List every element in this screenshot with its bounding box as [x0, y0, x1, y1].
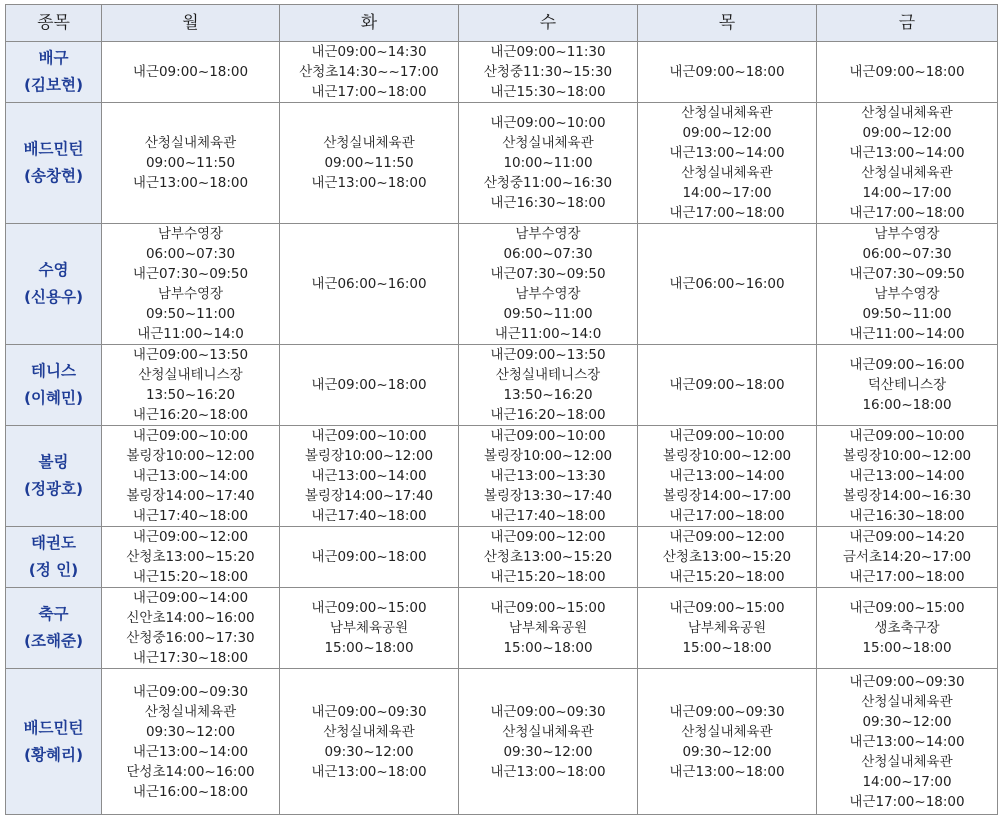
schedule-entry: 09:30~12:00 [682, 743, 772, 760]
schedule-entry: 내근16:30~18:00 [849, 508, 965, 524]
schedule-cell-tue [280, 224, 459, 345]
schedule-entry: 볼링장10:00~12:00 [304, 448, 434, 464]
sport-name: 수영 [38, 261, 69, 279]
schedule-entry: 내근17:00~18:00 [849, 793, 965, 810]
schedule-entry: 내근09:00~11:30 [490, 44, 606, 60]
coach-name: (신용우) [23, 288, 84, 306]
schedule-entry: 산청실내테니스장 [495, 367, 601, 383]
schedule-entry: 내근15:20~18:00 [132, 569, 249, 585]
schedule-entry: 내근09:00~12:00 [669, 529, 785, 545]
schedule-entry: 덕산테니스장 [867, 377, 947, 393]
schedule-cell-fri [817, 345, 998, 426]
schedule-entry: 내근09:00~14:30 [311, 44, 427, 60]
schedule-entry: 내근11:00~14:0 [494, 326, 602, 342]
schedule-entry: 16:00~18:00 [862, 397, 952, 413]
schedule-row [6, 103, 998, 224]
schedule-entry: 06:00~07:30 [503, 246, 593, 262]
schedule-cell-fri [817, 527, 998, 588]
schedule-entry: 내근09:00~12:00 [132, 529, 249, 545]
header-row [6, 5, 998, 42]
schedule-cell-tue [280, 527, 459, 588]
schedule-entry: 내근17:40~18:00 [311, 508, 427, 524]
schedule-entry: 내근09:00~18:00 [849, 64, 965, 80]
schedule-entry: 내근09:00~18:00 [311, 377, 427, 393]
schedule-cell-thu [638, 224, 817, 345]
schedule-entry: 09:50~11:00 [503, 306, 593, 322]
schedule-cell-fri [817, 103, 998, 224]
schedule-entry: 볼링장10:00~12:00 [662, 448, 792, 464]
coach-name: (조해준) [23, 632, 84, 650]
sport-cell [6, 224, 102, 345]
schedule-entry: 내근16:30~18:00 [490, 195, 606, 211]
schedule-entry: 14:00~17:00 [862, 185, 952, 201]
schedule-entry: 산청실내체육관 [681, 105, 773, 121]
schedule-entry: 내근16:00~18:00 [132, 783, 249, 800]
schedule-cell-fri [817, 426, 998, 527]
header-day-fri: 금 [817, 5, 998, 42]
schedule-entry: 09:00~12:00 [862, 125, 952, 141]
schedule-cell-mon [102, 224, 280, 345]
schedule-entry: 06:00~07:30 [145, 246, 236, 262]
schedule-entry: 09:30~12:00 [503, 743, 593, 760]
schedule-row [6, 669, 998, 815]
schedule-entry: 내근13:00~14:00 [849, 468, 965, 484]
sport-name: 테니스 [31, 362, 76, 380]
schedule-entry: 볼링장14:00~17:40 [126, 488, 255, 504]
schedule-cell-thu [638, 103, 817, 224]
header-sport: 종목 [6, 5, 102, 42]
schedule-row [6, 345, 998, 426]
sport-name: 배구 [38, 49, 69, 67]
sport-name: 배드민턴 [23, 718, 84, 737]
schedule-entry: 내근13:00~14:00 [132, 743, 249, 760]
schedule-entry: 볼링장10:00~12:00 [483, 448, 613, 464]
schedule-cell-wed [459, 224, 638, 345]
schedule-cell-thu [638, 669, 817, 815]
sport-name: 태권도 [31, 534, 76, 552]
schedule-entry: 내근06:00~16:00 [669, 276, 785, 292]
schedule-entry: 내근17:00~18:00 [849, 205, 965, 221]
schedule-entry: 생초축구장 [874, 620, 940, 636]
schedule-entry: 09:30~12:00 [324, 743, 414, 760]
schedule-entry: 내근13:00~18:00 [311, 175, 427, 191]
schedule-entry: 내근13:00~14:00 [132, 468, 249, 484]
schedule-entry: 볼링장14:00~17:00 [662, 488, 792, 504]
schedule-cell-mon [102, 42, 280, 103]
sport-name: 볼링 [38, 453, 69, 471]
header-day-wed: 수 [459, 5, 638, 42]
schedule-entry: 15:00~18:00 [503, 640, 593, 656]
sport-cell [6, 42, 102, 103]
schedule-entry: 산청실내체육관 [144, 135, 237, 151]
schedule-entry: 내근09:00~18:00 [669, 377, 785, 393]
schedule-cell-tue [280, 103, 459, 224]
schedule-entry: 단성초14:00~16:00 [126, 763, 255, 780]
sport-cell [6, 103, 102, 224]
schedule-cell-wed [459, 588, 638, 669]
schedule-entry: 15:00~18:00 [862, 640, 952, 656]
schedule-entry: 내근07:30~09:50 [490, 266, 606, 282]
schedule-entry: 내근09:00~10:00 [132, 428, 249, 444]
schedule-entry: 09:50~11:00 [145, 306, 236, 322]
schedule-entry: 산청중11:00~16:30 [483, 175, 613, 191]
schedule-entry: 금서초14:20~17:00 [842, 549, 972, 565]
schedule-cell-wed [459, 669, 638, 815]
schedule-cell-tue [280, 426, 459, 527]
header-day-thu: 목 [638, 5, 817, 42]
schedule-entry: 내근09:00~10:00 [669, 428, 785, 444]
schedule-entry: 내근09:00~15:00 [849, 600, 965, 616]
schedule-entry: 남부체육공원 [687, 620, 767, 636]
sport-cell [6, 527, 102, 588]
coach-name: (황혜리) [23, 745, 84, 764]
schedule-cell-thu [638, 42, 817, 103]
schedule-entry: 내근15:20~18:00 [669, 569, 785, 585]
schedule-entry: 신안초14:00~16:00 [126, 610, 255, 626]
schedule-entry: 남부수영장 [874, 226, 940, 242]
schedule-cell-mon [102, 103, 280, 224]
schedule-cell-fri [817, 588, 998, 669]
schedule-entry: 내근17:00~18:00 [669, 508, 785, 524]
schedule-cell-thu [638, 588, 817, 669]
schedule-entry: 산청초14:30~~17:00 [299, 64, 439, 80]
schedule-entry: 내근09:00~18:00 [669, 64, 785, 80]
schedule-entry: 13:50~16:20 [503, 387, 593, 403]
schedule-entry: 내근11:00~14:00 [849, 326, 965, 342]
schedule-cell-wed [459, 426, 638, 527]
schedule-entry: 내근09:00~13:50 [132, 347, 249, 363]
schedule-entry: 산청실내체육관 [861, 105, 953, 121]
schedule-entry: 산청실내체육관 [323, 135, 415, 151]
schedule-entry: 09:30~12:00 [145, 723, 236, 740]
schedule-entry: 산청초13:00~15:20 [126, 549, 255, 565]
schedule-entry: 내근09:00~10:00 [849, 428, 965, 444]
schedule-entry: 남부수영장 [515, 226, 581, 242]
schedule-entry: 볼링장10:00~12:00 [126, 448, 255, 464]
schedule-cell-thu [638, 426, 817, 527]
sport-cell [6, 426, 102, 527]
schedule-entry: 산청실내체육관 [681, 723, 773, 740]
schedule-entry: 볼링장14:00~16:30 [842, 488, 972, 504]
header-day-mon: 월 [102, 5, 280, 42]
schedule-entry: 10:00~11:00 [503, 155, 593, 171]
schedule-row [6, 527, 998, 588]
schedule-entry: 내근13:00~14:00 [849, 733, 965, 750]
schedule-entry: 내근13:00~14:00 [849, 145, 965, 161]
schedule-entry: 내근09:00~18:00 [311, 549, 427, 565]
schedule-entry: 내근13:00~13:30 [490, 468, 606, 484]
schedule-cell-thu [638, 345, 817, 426]
schedule-entry: 내근09:00~12:00 [490, 529, 606, 545]
schedule-entry: 내근13:00~18:00 [669, 763, 785, 780]
schedule-entry: 내근09:00~09:30 [132, 683, 249, 700]
schedule-entry: 내근09:00~15:00 [311, 600, 427, 616]
schedule-entry: 내근15:20~18:00 [490, 569, 606, 585]
schedule-entry: 내근09:00~14:20 [849, 529, 965, 545]
schedule-entry: 06:00~07:30 [862, 246, 952, 262]
schedule-entry: 내근09:00~09:30 [849, 673, 965, 690]
schedule-entry: 남부체육공원 [508, 620, 588, 636]
sport-cell [6, 345, 102, 426]
schedule-entry: 산청실내체육관 [323, 723, 415, 740]
header-day-tue: 화 [280, 5, 459, 42]
schedule-entry: 남부수영장 [157, 226, 224, 242]
schedule-row [6, 42, 998, 103]
sport-cell [6, 588, 102, 669]
schedule-entry: 내근13:00~18:00 [311, 763, 427, 780]
schedule-cell-mon [102, 426, 280, 527]
schedule-entry: 내근15:30~18:00 [490, 84, 606, 100]
schedule-row [6, 426, 998, 527]
schedule-entry: 산청초13:00~15:20 [662, 549, 792, 565]
schedule-entry: 볼링장14:00~17:40 [304, 488, 434, 504]
schedule-cell-tue [280, 588, 459, 669]
schedule-entry: 산청실내체육관 [144, 703, 237, 720]
schedule-entry: 볼링장13:30~17:40 [483, 488, 613, 504]
schedule-entry: 14:00~17:00 [682, 185, 772, 201]
schedule-entry: 산청실내체육관 [502, 723, 594, 740]
schedule-cell-tue [280, 669, 459, 815]
schedule-row [6, 224, 998, 345]
coach-name: (이혜민) [23, 389, 84, 407]
schedule-entry: 내근09:00~09:30 [311, 703, 427, 720]
schedule-entry: 내근16:20~18:00 [490, 407, 606, 423]
schedule-entry: 남부체육공원 [329, 620, 409, 636]
coach-name: (정 인) [28, 561, 79, 579]
schedule-entry: 내근09:00~09:30 [490, 703, 606, 720]
schedule-entry: 내근09:00~13:50 [490, 347, 606, 363]
coach-name: (김보현) [23, 76, 84, 94]
sport-name: 배드민턴 [23, 140, 84, 158]
sport-name: 축구 [38, 605, 69, 623]
schedule-entry: 내근13:00~14:00 [669, 145, 785, 161]
schedule-entry: 산청실내체육관 [681, 165, 773, 181]
schedule-entry: 내근13:00~18:00 [490, 763, 606, 780]
schedule-cell-thu [638, 527, 817, 588]
schedule-entry: 산청중16:00~17:30 [126, 630, 255, 646]
schedule-entry: 내근11:00~14:0 [137, 326, 244, 342]
schedule-entry: 09:50~11:00 [862, 306, 952, 322]
schedule-entry: 09:30~12:00 [862, 713, 952, 730]
schedule-cell-wed [459, 527, 638, 588]
sport-cell [6, 669, 102, 815]
schedule-entry: 내근17:00~18:00 [849, 569, 965, 585]
schedule-entry: 내근09:00~14:00 [132, 590, 249, 606]
schedule-cell-mon [102, 345, 280, 426]
schedule-table [5, 4, 998, 815]
schedule-entry: 볼링장10:00~12:00 [842, 448, 972, 464]
schedule-entry: 내근09:00~15:00 [490, 600, 606, 616]
schedule-entry: 내근17:00~18:00 [669, 205, 785, 221]
schedule-entry: 산청실내체육관 [502, 135, 594, 151]
schedule-entry: 13:50~16:20 [145, 387, 236, 403]
schedule-entry: 내근09:00~16:00 [849, 357, 965, 373]
schedule-entry: 09:00~12:00 [682, 125, 772, 141]
schedule-cell-fri [817, 224, 998, 345]
schedule-entry: 내근09:00~09:30 [669, 703, 785, 720]
schedule-cell-mon [102, 527, 280, 588]
schedule-entry: 09:00~11:50 [324, 155, 414, 171]
schedule-entry: 내근16:20~18:00 [132, 407, 249, 423]
schedule-entry: 산청실내테니스장 [138, 367, 243, 383]
schedule-cell-mon [102, 588, 280, 669]
schedule-entry: 산청실내체육관 [861, 693, 953, 710]
schedule-cell-mon [102, 669, 280, 815]
schedule-entry: 내근17:30~18:00 [132, 650, 249, 666]
schedule-entry: 산청중11:30~15:30 [483, 64, 613, 80]
coach-name: (송창현) [23, 167, 84, 185]
schedule-entry: 내근13:00~14:00 [311, 468, 427, 484]
schedule-entry: 내근09:00~18:00 [132, 64, 249, 80]
schedule-entry: 남부수영장 [515, 286, 581, 302]
schedule-entry: 09:00~11:50 [145, 155, 236, 171]
schedule-entry: 15:00~18:00 [324, 640, 414, 656]
schedule-cell-tue [280, 345, 459, 426]
schedule-entry: 내근17:40~18:00 [490, 508, 606, 524]
schedule-entry: 산청실내체육관 [861, 165, 953, 181]
schedule-entry: 내근13:00~14:00 [669, 468, 785, 484]
schedule-entry: 남부수영장 [157, 286, 224, 302]
schedule-entry: 내근17:00~18:00 [311, 84, 427, 100]
schedule-entry: 내근09:00~15:00 [669, 600, 785, 616]
schedule-cell-tue [280, 42, 459, 103]
schedule-entry: 내근09:00~10:00 [490, 428, 606, 444]
schedule-entry: 내근09:00~10:00 [490, 115, 606, 131]
schedule-entry: 내근06:00~16:00 [311, 276, 427, 292]
coach-name: (정광호) [23, 480, 84, 498]
schedule-cell-wed [459, 42, 638, 103]
schedule-cell-wed [459, 103, 638, 224]
schedule-entry: 내근07:30~09:50 [132, 266, 249, 282]
schedule-entry: 남부수영장 [874, 286, 940, 302]
schedule-entry: 15:00~18:00 [682, 640, 772, 656]
schedule-cell-fri [817, 42, 998, 103]
schedule-entry: 산청초13:00~15:20 [483, 549, 613, 565]
schedule-entry: 산청실내체육관 [861, 753, 953, 770]
schedule-entry: 내근09:00~10:00 [311, 428, 427, 444]
schedule-entry: 14:00~17:00 [862, 773, 952, 790]
schedule-entry: 내근07:30~09:50 [849, 266, 965, 282]
schedule-row [6, 588, 998, 669]
schedule-cell-wed [459, 345, 638, 426]
schedule-cell-fri [817, 669, 998, 815]
schedule-entry: 내근13:00~18:00 [132, 175, 249, 191]
schedule-entry: 내근17:40~18:00 [132, 508, 249, 524]
